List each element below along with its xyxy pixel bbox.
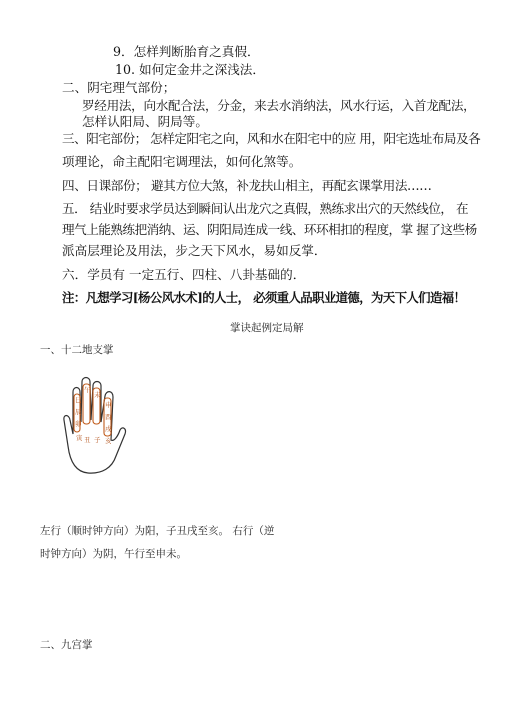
paragraph-line: 时钟方向）为阴，午行至申未。: [40, 548, 187, 560]
hand-label: 丑: [84, 436, 91, 444]
hand-label: 巳: [75, 396, 82, 404]
hand-label: 卯: [75, 420, 82, 428]
paragraph-line: 罗经用法，向水配合法，分金，来去水消纳法，风水行运，入首龙配法，: [82, 98, 476, 113]
paragraph-line: 派高层理论及用法，步之天下风水，易如反掌．: [62, 243, 327, 258]
palm-diagram: [58, 370, 128, 485]
paragraph-line: 怎样认阳局、阴局等。: [82, 114, 208, 129]
paragraph-line: 五． 结业时要求学员达到瞬间认出龙穴之真假，熟练求出穴的天然线位， 在: [62, 201, 469, 216]
hand-label: 未: [94, 391, 101, 399]
paragraph-line: 左行（顺时钟方向）为阳，子丑戌至亥。 右行（逆: [40, 525, 275, 537]
note-line: 注：凡想学习[杨公风水术]的人士， 必须重人品职业道德，为天下人们造福！: [62, 290, 466, 305]
hand-label: 寅: [76, 434, 83, 442]
page-title: 掌诀起例定局解: [230, 322, 304, 334]
hand-label: 申: [105, 401, 112, 409]
hand-label: 酉: [105, 413, 112, 421]
section-heading-day-lesson: 四、日课部份； 避其方位大煞，补龙扶山相主，再配玄课掌用法……: [62, 178, 432, 193]
section-heading-yang-house: 三、阳宅部份； 怎样定阳宅之向，风和水在阳宅中的应 用，阳宅选址布局及各: [62, 131, 481, 146]
section-heading-nine-palace-palm: 二、九宫掌: [40, 639, 93, 651]
hand-label: 亥: [105, 437, 112, 445]
hand-label: 午: [84, 386, 91, 394]
section-heading-earthly-branch-palm: 一、十二地支掌: [40, 344, 114, 356]
paragraph-line: 理气上能熟练把消纳、运、阴阳局连成一线、环环相扣的程度，掌 握了这些杨: [62, 222, 477, 237]
section-heading-yin-house: 二、阴宅理气部份；: [62, 80, 176, 95]
list-item-9: 9．怎样判断胎育之真假．: [113, 44, 260, 59]
paragraph-line: 项理论，命主配阳宅调理法，如何化煞等。: [62, 154, 302, 169]
hand-label: 戌: [105, 425, 112, 433]
hand-label: 辰: [75, 408, 82, 416]
paragraph-line: 六．学员有 一定五行、四柱、八卦基础的．: [62, 267, 306, 282]
hand-label: 子: [94, 436, 101, 444]
list-item-10: 10. 如何定金井之深浅法．: [115, 62, 265, 77]
